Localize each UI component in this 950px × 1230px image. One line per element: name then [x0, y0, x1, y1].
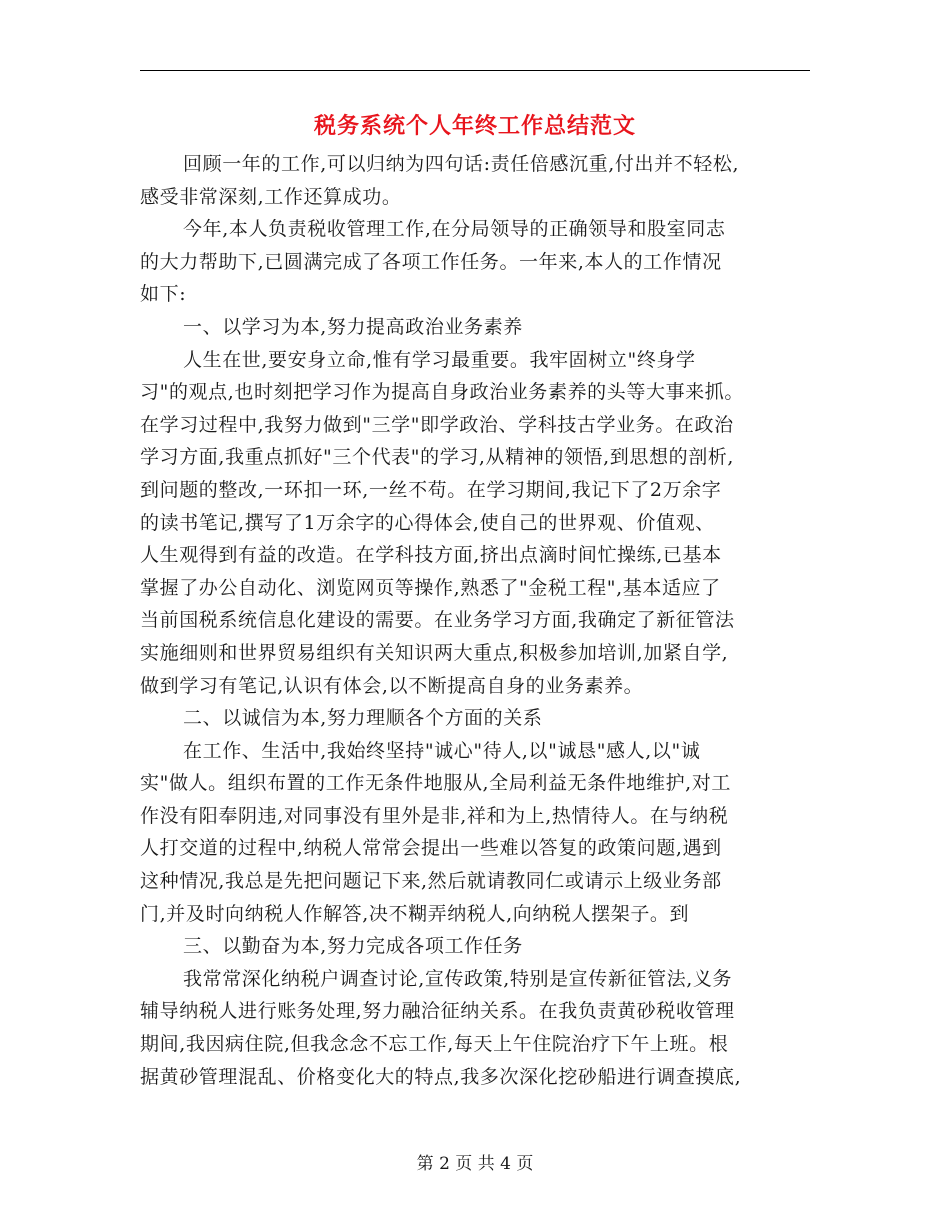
- body-text-line: 到问题的整改,一环扣一环,一丝不苟。在学习期间,我记下了2万余字: [140, 478, 722, 501]
- body-text-line: 人生观得到有益的改造。在学科技方面,挤出点滴时间忙操练,已基本: [140, 544, 722, 567]
- body-text-line: 在工作、生活中,我始终坚持"诚心"待人,以"诚恳"感人,以"诚: [183, 739, 701, 762]
- body-text-line: 据黄砂管理混乱、价格变化大的特点,我多次深化挖砂船进行调查摸底,: [140, 1065, 742, 1088]
- body-text-line: 实施细则和世界贸易组织有关知识两大重点,积极参加培训,加紧自学,: [140, 641, 729, 664]
- body-text-line: 三、以勤奋为本,努力完成各项工作任务: [183, 935, 523, 958]
- body-text-line: 的大力帮助下,已圆满完成了各项工作任务。一年来,本人的工作情况: [140, 250, 722, 273]
- body-text-line: 门,并及时向纳税人作解答,决不糊弄纳税人,向纳税人摆架子。到: [140, 902, 690, 925]
- body-text-line: 在学习过程中,我努力做到"三学"即学政治、学科技古学业务。在政治: [140, 413, 734, 436]
- body-text-line: 如下:: [140, 283, 187, 306]
- body-text-line: 人生在世,要安身立命,惟有学习最重要。我牢固树立"终身学: [183, 348, 696, 371]
- body-text-line: 实"做人。组织布置的工作无条件地服从,全局利益无条件地维护,对工: [140, 772, 732, 795]
- body-text-line: 这种情况,我总是先把问题记下来,然后就请教同仁或请示上级业务部: [140, 870, 722, 893]
- body-text-line: 人打交道的过程中,纳税人常常会提出一些难以答复的政策问题,遇到: [140, 837, 722, 860]
- body-text-line: 一、以学习为本,努力提高政治业务素养: [183, 315, 523, 338]
- body-text-line: 当前国税系统信息化建设的需要。在业务学习方面,我确定了新征管法: [140, 609, 735, 632]
- header-rule: [140, 70, 810, 71]
- body-text-line: 我常常深化纳税户调查讨论,宣传政策,特别是宣传新征管法,义务: [183, 967, 733, 990]
- body-text-line: 的读书笔记,撰写了1万余字的心得体会,使自己的世界观、价值观、: [140, 511, 715, 534]
- body-text-line: 回顾一年的工作,可以归纳为四句话:责任倍感沉重,付出并不轻松,: [183, 153, 740, 175]
- page-number-footer: 第 2 页 共 4 页: [416, 1154, 534, 1174]
- body-text-line: 作没有阳奉阴违,对同事没有里外是非,祥和为上,热情待人。在与纳税: [140, 804, 729, 827]
- body-text-line: 学习方面,我重点抓好"三个代表"的学习,从精神的领悟,到思想的剖析,: [140, 446, 735, 469]
- body-text-line: 做到学习有笔记,认识有体会,以不断提高自身的业务素养。: [140, 674, 644, 697]
- body-text-line: 掌握了办公自动化、浏览网页等操作,熟悉了"金税工程",基本适应了: [140, 576, 721, 599]
- body-text-line: 期间,我因病住院,但我念念不忘工作,每天上午住院治疗下午上班。根: [140, 1033, 729, 1056]
- body-text-line: 辅导纳税人进行账务处理,努力融洽征纳关系。在我负责黄砂税收管理: [140, 1000, 735, 1023]
- body-text-line: 今年,本人负责税收管理工作,在分局领导的正确领导和股室同志: [183, 218, 726, 241]
- body-text-line: 感受非常深刻,工作还算成功。: [140, 185, 402, 208]
- document-body: [140, 148, 814, 1093]
- body-text-line: 二、以诚信为本,努力理顺各个方面的关系: [183, 707, 543, 730]
- document-title: 税务系统个人年终工作总结范文: [313, 113, 636, 139]
- body-text-line: 习"的观点,也时刻把学习作为提高自身政治业务素养的头等大事来抓。: [140, 381, 744, 404]
